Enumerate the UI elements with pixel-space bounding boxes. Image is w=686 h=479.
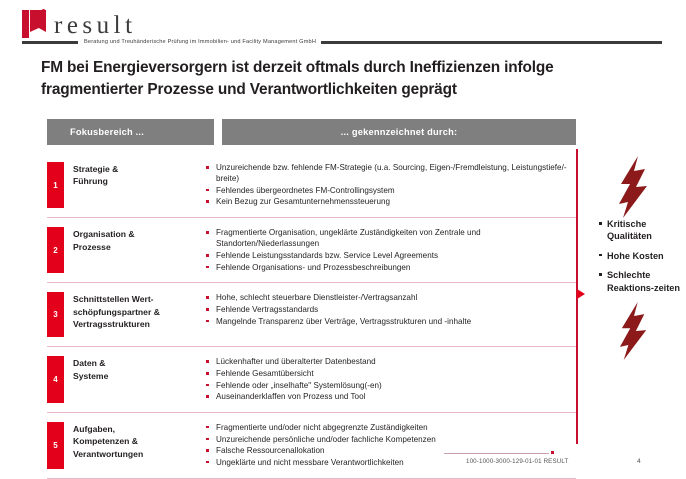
consequence-item: Kritische Qualitäten: [599, 218, 683, 243]
focus-area-label: Organisation & Prozesse: [73, 229, 135, 252]
result-logo-icon: [22, 9, 47, 39]
characteristic-item: Fehlende Organisations- und Prozessbeschreibungen: [205, 262, 576, 273]
page-title: FM bei Energieversorgern ist derzeit oftmals durch Ineffizienzen infolge fragmentierter Prozesse und Verantwortlichkeiten geprägt: [41, 59, 554, 98]
characteristics-cell: [199, 153, 576, 217]
characteristic-item: Fehlende Leistungsstandards bzw. Service Level Agreements: [205, 250, 576, 261]
consequence-item: Hohe Kosten: [599, 250, 683, 262]
brand-tagline-row: [22, 39, 662, 45]
characteristic-item: Fehlende Vertragsstandards: [205, 304, 576, 315]
characteristics-list: [205, 356, 576, 402]
consequences-list: [585, 218, 683, 294]
table-header-row: [47, 119, 576, 145]
focus-area-cell: [47, 413, 199, 478]
focus-area-label: Strategie & Führung: [73, 164, 119, 187]
table-row: [47, 218, 576, 283]
characteristic-item: Unzureichende bzw. fehlende FM-Strategie (u.a. Sourcing, Eigen-/Fremdleistung, Leistungstiefe/-breite): [205, 162, 576, 184]
consequences-panel: [585, 152, 683, 360]
focus-area-cell: [47, 283, 199, 346]
row-number-badge: 5: [47, 422, 64, 469]
column-header-focus: Fokusbereich ...: [47, 119, 214, 145]
row-number-badge: 2: [47, 227, 64, 273]
characteristic-item: Fehlende Gesamtübersicht: [205, 368, 576, 379]
characteristic-item: Unzureichende persönliche und/oder fachliche Kompetenzen: [205, 434, 576, 445]
table-row: [47, 283, 576, 347]
focus-area-cell: [47, 153, 199, 217]
characteristic-item: Hohe, schlecht steuerbare Dienstleister-/Vertragsanzahl: [205, 292, 576, 303]
lightning-bolt-icon: [618, 302, 650, 360]
characteristics-list: [205, 227, 576, 273]
characteristic-item: Fragmentierte Organisation, ungeklärte Zuständigkeiten von Zentrale und Standorten/Niederlassungen: [205, 227, 576, 249]
brand-logo: [22, 9, 137, 39]
characteristic-item: Fehlende oder „inselhafte" Systemlösung(-en): [205, 380, 576, 391]
focus-area-cell: [47, 218, 199, 282]
row-number-badge: 1: [47, 162, 64, 208]
consequence-item: Schlechte Reaktions-zeiten: [599, 269, 683, 294]
characteristic-item: Ungeklärte und nicht messbare Verantwortlichkeiten: [205, 457, 576, 468]
table-row: [47, 153, 576, 218]
column-header-characterized: ... gekennzeichnet durch:: [222, 119, 576, 145]
focus-area-label: Aufgaben, Kompetenzen & Verantwortungen: [73, 423, 144, 459]
footer-rule: [444, 453, 549, 454]
characteristic-item: Fehlendes übergeordnetes FM-Controllingsystem: [205, 185, 576, 196]
characteristic-item: Kein Bezug zur Gesamtunternehmenssteuerung: [205, 196, 576, 207]
characteristics-cell: [199, 218, 576, 282]
table-row: [47, 413, 576, 479]
characteristics-list: [205, 292, 576, 326]
focus-areas-table: [47, 119, 576, 479]
row-number-badge: 4: [47, 356, 64, 403]
characteristics-cell: [199, 413, 576, 478]
tagline-rule-left: [22, 41, 78, 44]
table-body: [47, 153, 576, 479]
characteristic-item: Auseinanderklaffen von Prozess und Tool: [205, 391, 576, 402]
brand-name: result: [54, 12, 137, 39]
footer-dot-icon: [551, 451, 554, 454]
footer-page-number: 4: [637, 458, 641, 465]
characteristics-cell: [199, 347, 576, 412]
focus-area-label: Schnittstellen Wert- schöpfungspartner & Vertragsstrukturen: [73, 294, 160, 330]
focus-area-label: Daten & Systeme: [73, 358, 109, 381]
characteristic-item: Mangelnde Transparenz über Verträge, Vertragsstrukturen und -inhalte: [205, 316, 576, 327]
footer-document-code: 100-1000-3000-129-01-01 RESULT: [466, 458, 569, 465]
characteristics-cell: [199, 283, 576, 346]
characteristic-item: Falsche Ressourcenallokation: [205, 445, 576, 456]
characteristic-item: Lückenhafter und überalterter Datenbestand: [205, 356, 576, 367]
characteristics-list: [205, 162, 576, 208]
lightning-bolt-icon: [617, 156, 651, 218]
tagline-rule-right: [321, 41, 662, 44]
row-number-badge: 3: [47, 292, 64, 337]
table-row: [47, 347, 576, 413]
brand-tagline: Beratung und Treuhänderische Prüfung im Immobilien- und Facility Management GmbH: [84, 39, 317, 45]
focus-area-cell: [47, 347, 199, 412]
consequences-arrow-icon: [577, 289, 585, 299]
characteristic-item: Fragmentierte und/oder nicht abgegrenzte Zuständigkeiten: [205, 422, 576, 433]
